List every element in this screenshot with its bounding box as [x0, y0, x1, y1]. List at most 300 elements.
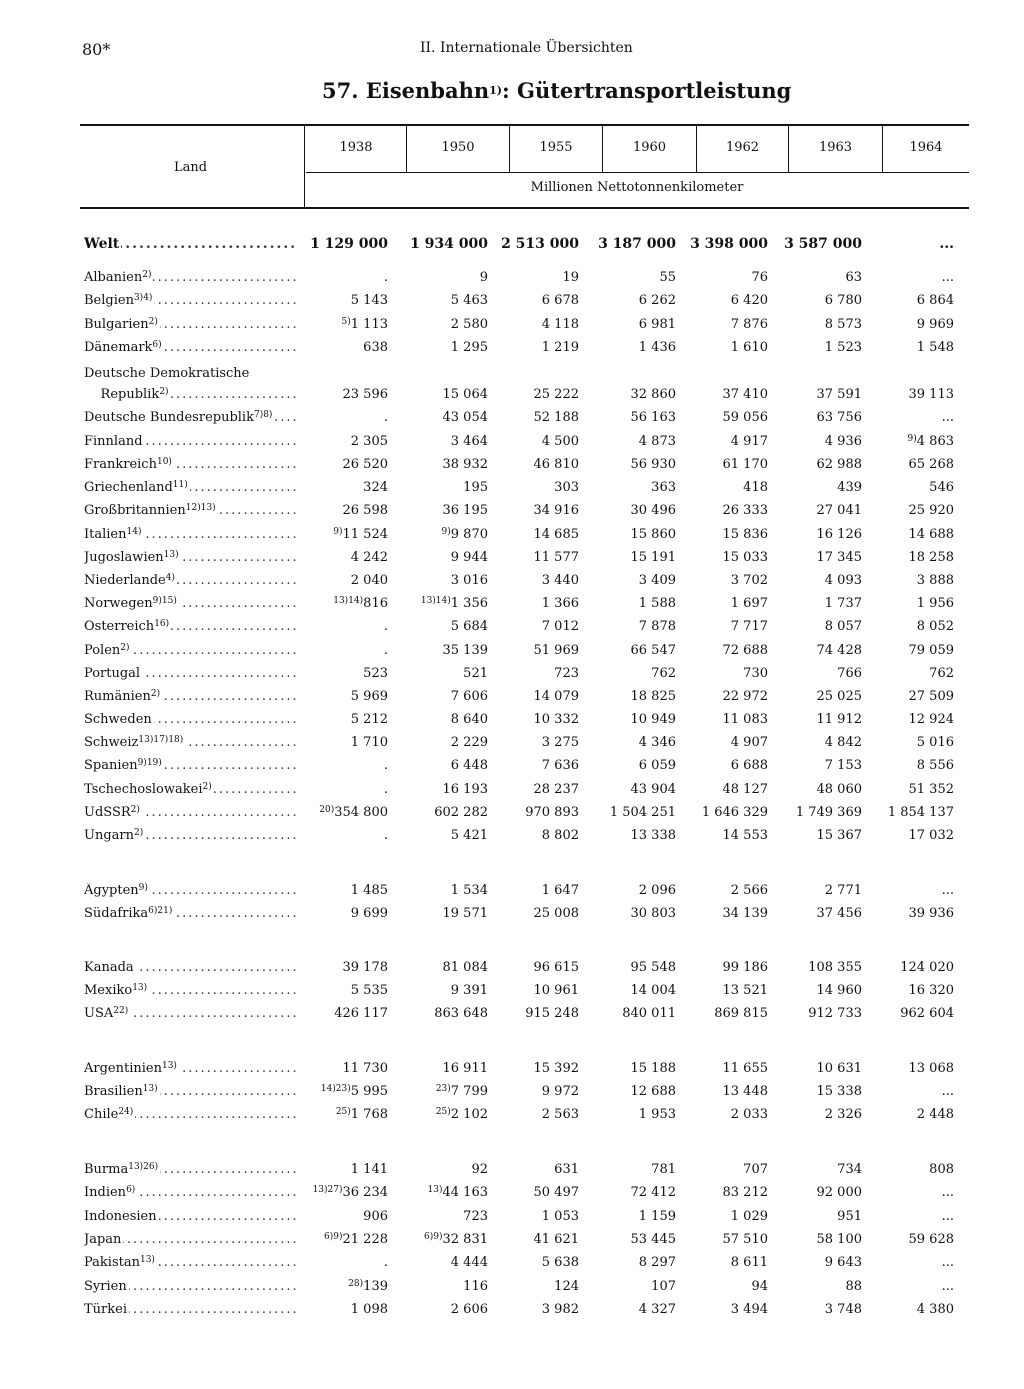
land-cell: [84, 735, 296, 750]
value-cell: 5 212: [350, 712, 388, 727]
value-cell: 92: [471, 1162, 488, 1177]
value-cell: 730: [743, 666, 768, 681]
page-number: 80*: [82, 40, 111, 59]
value-cell: 12 688: [630, 1084, 676, 1099]
value-cell: 6 678: [541, 293, 579, 308]
value-cell: 2 771: [824, 883, 862, 898]
value-cell: 962 604: [900, 1006, 954, 1021]
value-cell: 723: [554, 666, 579, 681]
table-row: [0, 1302, 1024, 1324]
table-row: [0, 317, 1024, 339]
land-cell: [84, 883, 296, 898]
value-cell: 57 510: [722, 1232, 768, 1247]
value-cell: 18 258: [908, 550, 954, 565]
land-name: Indonesien: [84, 1209, 157, 1224]
value-cell: 1 141: [350, 1162, 388, 1177]
land-cell: [84, 387, 296, 402]
land-name: Deutsche Bundesrepublik$^{7)8)}$: [84, 410, 273, 425]
value-cell: 27 509: [908, 689, 954, 704]
value-cell: 2 606: [450, 1302, 488, 1317]
value-cell: 22 972: [722, 689, 768, 704]
land-footnote: 6)21): [148, 906, 173, 916]
value-cell: 4 327: [638, 1302, 676, 1317]
value-cell: 8 052: [916, 619, 954, 634]
land-name: Chile$^{24)}$: [84, 1107, 134, 1122]
value-cell: 124: [554, 1279, 579, 1294]
land-cell: [84, 503, 296, 518]
value-cell: 4 380: [916, 1302, 954, 1317]
table-row: [0, 270, 1024, 292]
value-cell: 7 153: [824, 758, 862, 773]
value-cell: 11 083: [722, 712, 768, 727]
table-row: [0, 1107, 1024, 1129]
value-cell: 3 464: [450, 434, 488, 449]
value-cell: ...: [941, 883, 954, 898]
value-cell: 303: [554, 480, 579, 495]
value-cell: $^{20)}$354 800: [319, 805, 388, 820]
value-cell: 15 836: [722, 527, 768, 542]
value-cell: 17 345: [816, 550, 862, 565]
land-cell: [84, 1162, 296, 1177]
land-cell: [84, 236, 296, 252]
value-cell: 13 338: [630, 828, 676, 843]
table-row: [0, 782, 1024, 804]
value-cell: 7 878: [638, 619, 676, 634]
value-cell: 8 802: [541, 828, 579, 843]
value-cell: 1 436: [638, 340, 676, 355]
value-cell: 2 563: [541, 1107, 579, 1122]
value-cell: 59 056: [722, 410, 768, 425]
value-cell: 1 053: [541, 1209, 579, 1224]
value-cell: .: [383, 619, 388, 634]
value-cell: 5 638: [541, 1255, 579, 1270]
table-row: [0, 1061, 1024, 1083]
value-cell: 39 936: [908, 906, 954, 921]
land-footnote: 13): [132, 983, 148, 993]
value-cell: 2 580: [450, 317, 488, 332]
land-cell: [84, 1279, 296, 1294]
land-cell: [84, 758, 296, 773]
value-cell: 46 810: [533, 457, 579, 472]
value-cell: 734: [837, 1162, 862, 1177]
land-cell: [84, 643, 296, 658]
value-cell: $^{13)14)}$816: [333, 596, 388, 611]
land-name: Schweden: [84, 712, 152, 727]
land-cell: [84, 1107, 296, 1122]
value-cell: 65 268: [908, 457, 954, 472]
value-cell: 43 904: [630, 782, 676, 797]
value-cell: 18 825: [630, 689, 676, 704]
value-cell: 8 611: [730, 1255, 768, 1270]
value-cell: 1 548: [916, 340, 954, 355]
land-footnote: 2): [202, 782, 212, 792]
value-cell: 3 187 000: [598, 236, 676, 252]
table-row: [0, 1209, 1024, 1231]
value-cell: 3 275: [541, 735, 579, 750]
land-name: Bulgarien$^{2)}$: [84, 317, 158, 332]
land-cell: [84, 1255, 296, 1270]
value-cell: 27 041: [816, 503, 862, 518]
table-row: [0, 410, 1024, 432]
table-row: [0, 366, 1024, 388]
land-name: Spanien$^{9)19)}$: [84, 758, 162, 773]
value-cell: 1 295: [450, 340, 488, 355]
column-header-land: Land: [174, 160, 208, 175]
table-row: [0, 596, 1024, 618]
value-cell: ...: [941, 1185, 954, 1200]
table-row: [0, 666, 1024, 688]
value-cell: 970 893: [525, 805, 579, 820]
value-cell: 6 448: [450, 758, 488, 773]
value-cell: .: [383, 410, 388, 425]
land-footnote: 13)17)18): [138, 735, 184, 745]
value-cell: 15 064: [442, 387, 488, 402]
land-name: Niederlande$^{4)}$: [84, 573, 176, 588]
value-cell: 63: [845, 270, 862, 285]
value-cell: 51 352: [908, 782, 954, 797]
value-cell: 37 410: [722, 387, 768, 402]
value-cell: 439: [837, 480, 862, 495]
value-cell: 1 159: [638, 1209, 676, 1224]
land-cell: [84, 828, 296, 843]
value-cell: 28 237: [533, 782, 579, 797]
value-cell: 5 016: [916, 735, 954, 750]
land-footnote: 2): [148, 317, 158, 327]
value-cell: 23 596: [342, 387, 388, 402]
value-cell: 363: [651, 480, 676, 495]
land-cell: [84, 457, 296, 472]
value-cell: 5 535: [350, 983, 388, 998]
value-cell: 62 988: [816, 457, 862, 472]
column-header-year: 1955: [539, 140, 573, 155]
value-cell: 116: [463, 1279, 488, 1294]
value-cell: 762: [651, 666, 676, 681]
value-cell: 6 420: [730, 293, 768, 308]
table-row: [0, 960, 1024, 982]
value-cell: 30 496: [630, 503, 676, 518]
land-cell: [84, 573, 296, 588]
land-footnote: 2): [134, 828, 144, 838]
value-cell: 56 163: [630, 410, 676, 425]
land-name: Österreich$^{16)}$: [84, 619, 170, 634]
land-cell: [84, 293, 296, 308]
table-row: [0, 480, 1024, 502]
value-cell: 781: [651, 1162, 676, 1177]
table-row: [0, 828, 1024, 850]
value-cell: 1 934 000: [410, 236, 488, 252]
value-cell: 5 421: [450, 828, 488, 843]
value-cell: 915 248: [525, 1006, 579, 1021]
value-cell: 53 445: [630, 1232, 676, 1247]
land-name: Welt: [84, 236, 120, 252]
land-footnote: 6): [126, 1185, 136, 1195]
value-cell: 1 219: [541, 340, 579, 355]
land-footnote: 22): [113, 1006, 129, 1016]
value-cell: $^{13)27)}$36 234: [312, 1185, 388, 1200]
value-cell: .: [383, 828, 388, 843]
value-cell: 5 969: [350, 689, 388, 704]
value-cell: .: [383, 643, 388, 658]
land-name: Deutsche Demokratische: [84, 366, 250, 381]
value-cell: 9 699: [350, 906, 388, 921]
value-cell: 76: [751, 270, 768, 285]
value-cell: 25 222: [533, 387, 579, 402]
table-row: [0, 387, 1024, 409]
value-cell: 51 969: [533, 643, 579, 658]
value-cell: 4 907: [730, 735, 768, 750]
value-cell: 11 912: [816, 712, 862, 727]
value-cell: 631: [554, 1162, 579, 1177]
land-name: Albanien$^{2)}$: [84, 270, 152, 285]
land-footnote: 13): [139, 1255, 155, 1265]
value-cell: 2 448: [916, 1107, 954, 1122]
value-cell: 808: [929, 1162, 954, 1177]
value-cell: 17 032: [908, 828, 954, 843]
section-heading: II. Internationale Übersichten: [420, 40, 633, 56]
value-cell: 4 346: [638, 735, 676, 750]
value-cell: 8 057: [824, 619, 862, 634]
value-cell: 3 982: [541, 1302, 579, 1317]
table-row: [0, 805, 1024, 827]
land-name: Griechenland$^{11)}$: [84, 480, 188, 495]
value-cell: 32 860: [630, 387, 676, 402]
value-cell: 1 953: [638, 1107, 676, 1122]
value-cell: 11 730: [342, 1061, 388, 1076]
land-cell: [84, 1006, 296, 1021]
value-cell: 912 733: [808, 1006, 862, 1021]
value-cell: 14 688: [908, 527, 954, 542]
land-cell: [84, 596, 296, 611]
value-cell: 3 587 000: [784, 236, 862, 252]
value-cell: ...: [941, 410, 954, 425]
value-cell: 107: [651, 1279, 676, 1294]
value-cell: 37 591: [816, 387, 862, 402]
value-cell: 2 305: [350, 434, 388, 449]
value-cell: 8 297: [638, 1255, 676, 1270]
table-row: [0, 689, 1024, 711]
value-cell: 38 932: [442, 457, 488, 472]
value-cell: $^{25)}$2 102: [435, 1107, 488, 1122]
value-cell: 25 025: [816, 689, 862, 704]
table-row: [0, 1255, 1024, 1277]
value-cell: 1 534: [450, 883, 488, 898]
value-cell: 1 129 000: [310, 236, 388, 252]
table-row: [0, 712, 1024, 734]
value-cell: 14 685: [533, 527, 579, 542]
land-footnote: 14): [126, 527, 142, 537]
value-cell: 10 332: [533, 712, 579, 727]
table-row: [0, 527, 1024, 549]
land-cell: [84, 619, 296, 634]
land-cell: [84, 1061, 296, 1076]
value-cell: 6 059: [638, 758, 676, 773]
value-cell: 9 643: [824, 1255, 862, 1270]
value-cell: ...: [941, 1209, 954, 1224]
table-row: [0, 643, 1024, 665]
land-name: Ungarn$^{2)}$: [84, 828, 144, 843]
land-name: Dänemark$^{6)}$: [84, 340, 162, 355]
land-footnote: 3)4): [133, 293, 153, 303]
value-cell: 13 448: [722, 1084, 768, 1099]
value-cell: 5 143: [350, 293, 388, 308]
land-name: Argentinien$^{13)}$: [84, 1061, 177, 1076]
land-cell: [84, 1185, 296, 1200]
value-cell: 4 842: [824, 735, 862, 750]
land-name: Kanada: [84, 960, 134, 975]
land-cell: [84, 1232, 296, 1247]
value-cell: 863 648: [434, 1006, 488, 1021]
land-name: Syrien: [84, 1279, 127, 1294]
value-cell: $^{23)}$7 799: [435, 1084, 488, 1099]
value-cell: 1 854 137: [887, 805, 954, 820]
value-cell: 41 621: [533, 1232, 579, 1247]
land-cell: [84, 805, 296, 820]
value-cell: 19: [562, 270, 579, 285]
value-cell: 9 969: [916, 317, 954, 332]
value-cell: 15 033: [722, 550, 768, 565]
table-row: [0, 735, 1024, 757]
value-cell: 8 640: [450, 712, 488, 727]
table-row: [0, 1185, 1024, 1207]
value-cell: 50 497: [533, 1185, 579, 1200]
value-cell: 2 040: [350, 573, 388, 588]
value-cell: 88: [845, 1279, 862, 1294]
column-header-year: 1964: [909, 140, 943, 155]
value-cell: 869 815: [714, 1006, 768, 1021]
value-cell: $^{6)9)}$32 831: [424, 1232, 488, 1247]
land-name: Portugal: [84, 666, 141, 681]
value-cell: 3 440: [541, 573, 579, 588]
value-cell: 66 547: [630, 643, 676, 658]
value-cell: 72 412: [630, 1185, 676, 1200]
land-footnote: 2): [150, 689, 161, 699]
value-cell: 61 170: [722, 457, 768, 472]
value-cell: 6 981: [638, 317, 676, 332]
value-cell: ...: [941, 270, 954, 285]
column-header-year: 1963: [818, 140, 853, 155]
value-cell: 72 688: [722, 643, 768, 658]
year-rule: [306, 172, 969, 173]
value-cell: 3 888: [916, 573, 954, 588]
land-name: Pakistan$^{13)}$: [84, 1255, 155, 1270]
value-cell: 14 079: [533, 689, 579, 704]
value-cell: 951: [837, 1209, 862, 1224]
value-cell: 9 944: [450, 550, 488, 565]
value-cell: 25 008: [533, 906, 579, 921]
value-cell: 26 520: [342, 457, 388, 472]
land-cell: [84, 340, 296, 355]
value-cell: 12 924: [908, 712, 954, 727]
value-cell: 1 504 251: [609, 805, 676, 820]
land-footnote: 9)15): [152, 596, 177, 606]
value-cell: 63 756: [816, 410, 862, 425]
land-cell: [84, 906, 296, 921]
value-cell: 8 573: [824, 317, 862, 332]
table-row: [0, 550, 1024, 572]
value-cell: 906: [363, 1209, 388, 1224]
top-rule: [80, 124, 969, 126]
land-cell: [84, 480, 296, 495]
land-name: Brasilien$^{13)}$: [84, 1084, 158, 1099]
land-name: Norwegen$^{9)15)}$: [84, 596, 177, 611]
value-cell: 16 911: [442, 1061, 488, 1076]
land-cell: [84, 712, 296, 727]
table-row: [0, 1006, 1024, 1028]
value-cell: 94: [751, 1279, 768, 1294]
value-cell: 4 093: [824, 573, 862, 588]
value-cell: 95 548: [630, 960, 676, 975]
value-cell: $^{9)}$11 524: [333, 527, 388, 542]
value-cell: 6 688: [730, 758, 768, 773]
land-cell: [84, 960, 296, 975]
value-cell: 16 193: [442, 782, 488, 797]
column-header-year: 1938: [339, 140, 373, 155]
value-cell: 15 191: [630, 550, 676, 565]
land-cell: [84, 317, 296, 332]
value-cell: .: [383, 1255, 388, 1270]
value-cell: 1 485: [350, 883, 388, 898]
value-cell: 52 188: [533, 410, 579, 425]
value-cell: 602 282: [434, 805, 488, 820]
value-cell: 546: [929, 480, 954, 495]
land-cell: [84, 527, 296, 542]
value-cell: 58 100: [816, 1232, 862, 1247]
value-cell: $^{9)}$9 870: [441, 527, 488, 542]
title-rest: : Gütertransportleistung: [501, 78, 792, 103]
head-bottom-rule: [80, 207, 969, 209]
table-row: [0, 883, 1024, 905]
value-cell: $^{14)23)}$5 995: [320, 1084, 388, 1099]
value-cell: 10 949: [630, 712, 676, 727]
value-cell: 1 646 329: [701, 805, 768, 820]
table-row: [0, 236, 1024, 258]
land-name: Frankreich$^{10)}$: [84, 457, 172, 472]
value-cell: 15 392: [533, 1061, 579, 1076]
value-cell: 2 096: [638, 883, 676, 898]
value-cell: 707: [743, 1162, 768, 1177]
value-cell: 108 355: [808, 960, 862, 975]
value-cell: $^{13)}$44 163: [427, 1185, 488, 1200]
value-cell: 6 262: [638, 293, 676, 308]
value-cell: 1 029: [730, 1209, 768, 1224]
value-cell: 5 684: [450, 619, 488, 634]
value-cell: 56 930: [630, 457, 676, 472]
table-row: [0, 340, 1024, 362]
value-cell: 8 556: [916, 758, 954, 773]
table-row: [0, 503, 1024, 525]
value-cell: 13 068: [908, 1061, 954, 1076]
value-cell: 1 098: [350, 1302, 388, 1317]
value-cell: 7 717: [730, 619, 768, 634]
value-cell: 418: [743, 480, 768, 495]
value-cell: 2 513 000: [501, 236, 579, 252]
land-footnote: 13)26): [128, 1162, 159, 1172]
value-cell: 7 636: [541, 758, 579, 773]
value-cell: 36 195: [442, 503, 488, 518]
value-cell: .: [383, 758, 388, 773]
value-cell: 37 456: [816, 906, 862, 921]
land-footnote: 12)13): [185, 503, 216, 513]
land-name: Tschechoslowakei$^{2)}$: [84, 782, 212, 797]
value-cell: 4 444: [450, 1255, 488, 1270]
table-row: [0, 1084, 1024, 1106]
value-cell: 1 523: [824, 340, 862, 355]
value-cell: 4 500: [541, 434, 579, 449]
value-cell: 4 873: [638, 434, 676, 449]
value-cell: 4 936: [824, 434, 862, 449]
value-cell: 74 428: [816, 643, 862, 658]
value-cell: 15 860: [630, 527, 676, 542]
